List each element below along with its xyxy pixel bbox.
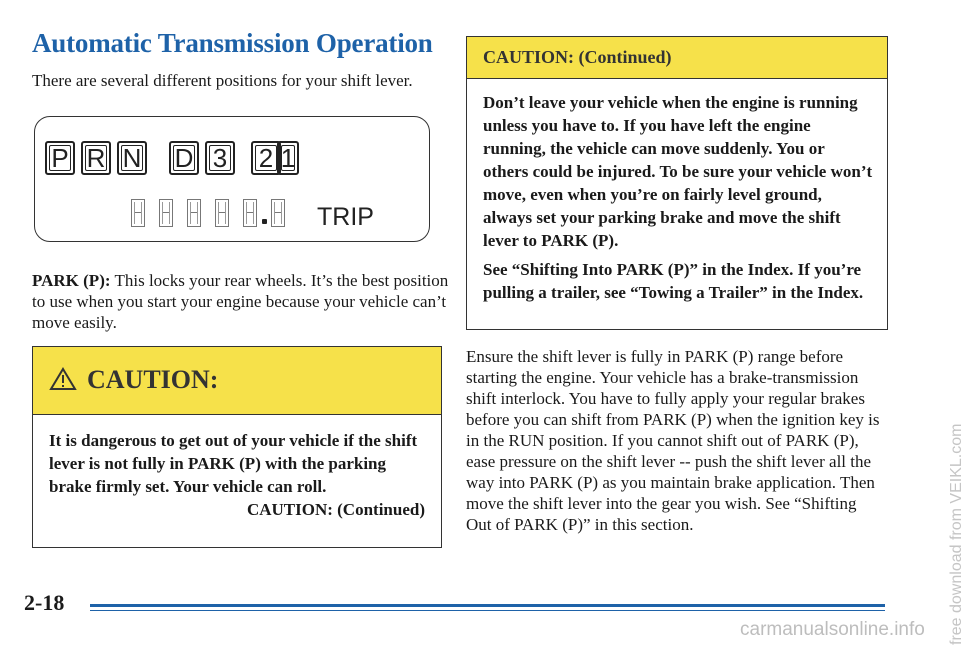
gear-d: D: [169, 141, 199, 175]
shift-interlock-paragraph: Ensure the shift lever is fully in PARK (P) range before starting the engine. Your vehicle has a brake-transmission shift interlock. You have to fully apply your regular brakes before you can shift from PARK (P) when the ignition key is in the RUN position. If you cannot shift out of PARK (P), ease pressure on the shift lever -- push the shift lever all the way into PARK (P) as you maintain brake application. Then move the shift lever into the gear you wish. See “Shifting Out of PARK (P)” in this section.: [466, 347, 880, 534]
page-number: 2-18: [24, 590, 65, 615]
shift-indicator-display: [34, 116, 430, 242]
gear-1: 1: [277, 141, 299, 175]
odometer-digit: [187, 199, 201, 227]
odometer-digit: [243, 199, 257, 227]
gear-n: N: [117, 141, 147, 175]
intro-text: There are several different positions for your shift lever.: [32, 71, 413, 90]
gear-r: R: [81, 141, 111, 175]
footer-rule-thin: [90, 610, 885, 611]
odometer-digit: [131, 199, 145, 227]
gear-3: 3: [205, 141, 235, 175]
odometer-digit: [271, 199, 285, 227]
footer-rule: [90, 604, 885, 607]
caution-heading: CAUTION:: [87, 365, 219, 394]
caution-box: [32, 346, 442, 548]
side-watermark: free download from VEIKL.com: [948, 423, 965, 645]
warning-triangle-icon: [49, 367, 77, 398]
trip-label: TRIP: [317, 203, 374, 231]
caution-continued-header: CAUTION: (Continued): [467, 37, 887, 79]
park-description: This locks your rear wheels. It’s the best position to use when you start your engine because your vehicle can’t move easily.: [32, 271, 449, 332]
caution-continued-text-2: See “Shifting Into PARK (P)” in the Index. If you’re pulling a trailer, see “Towing a Trailer” in the Index.: [483, 260, 864, 302]
bottom-watermark: carmanualsonline.info: [740, 619, 925, 640]
caution-continued-box: [466, 36, 888, 330]
caution-header: [33, 347, 441, 415]
park-paragraph: [32, 270, 452, 333]
park-term: PARK (P):: [32, 271, 111, 290]
gear-2: 2: [251, 141, 281, 175]
odometer-digit: [159, 199, 173, 227]
gear-p: P: [45, 141, 75, 175]
caution-text: It is dangerous to get out of your vehicle if the shift lever is not fully in PARK (P) with the parking brake firmly set. Your vehicle can roll.: [49, 431, 418, 496]
page-title: Automatic Transmission Operation: [32, 28, 433, 58]
caution-continued: CAUTION: (Continued): [246, 500, 425, 519]
caution-continued-text-1: Don’t leave your vehicle when the engine is running unless you have to. If you have left the engine running, the vehicle can move suddenly. You or others could be injured. To be sure your vehicle won’t move, even when you’re on fairly level ground, always set your parking brake and move the shift lever to PARK (P).: [483, 93, 873, 250]
odometer-decimal-point: [262, 219, 267, 224]
odometer-digit: [215, 199, 229, 227]
